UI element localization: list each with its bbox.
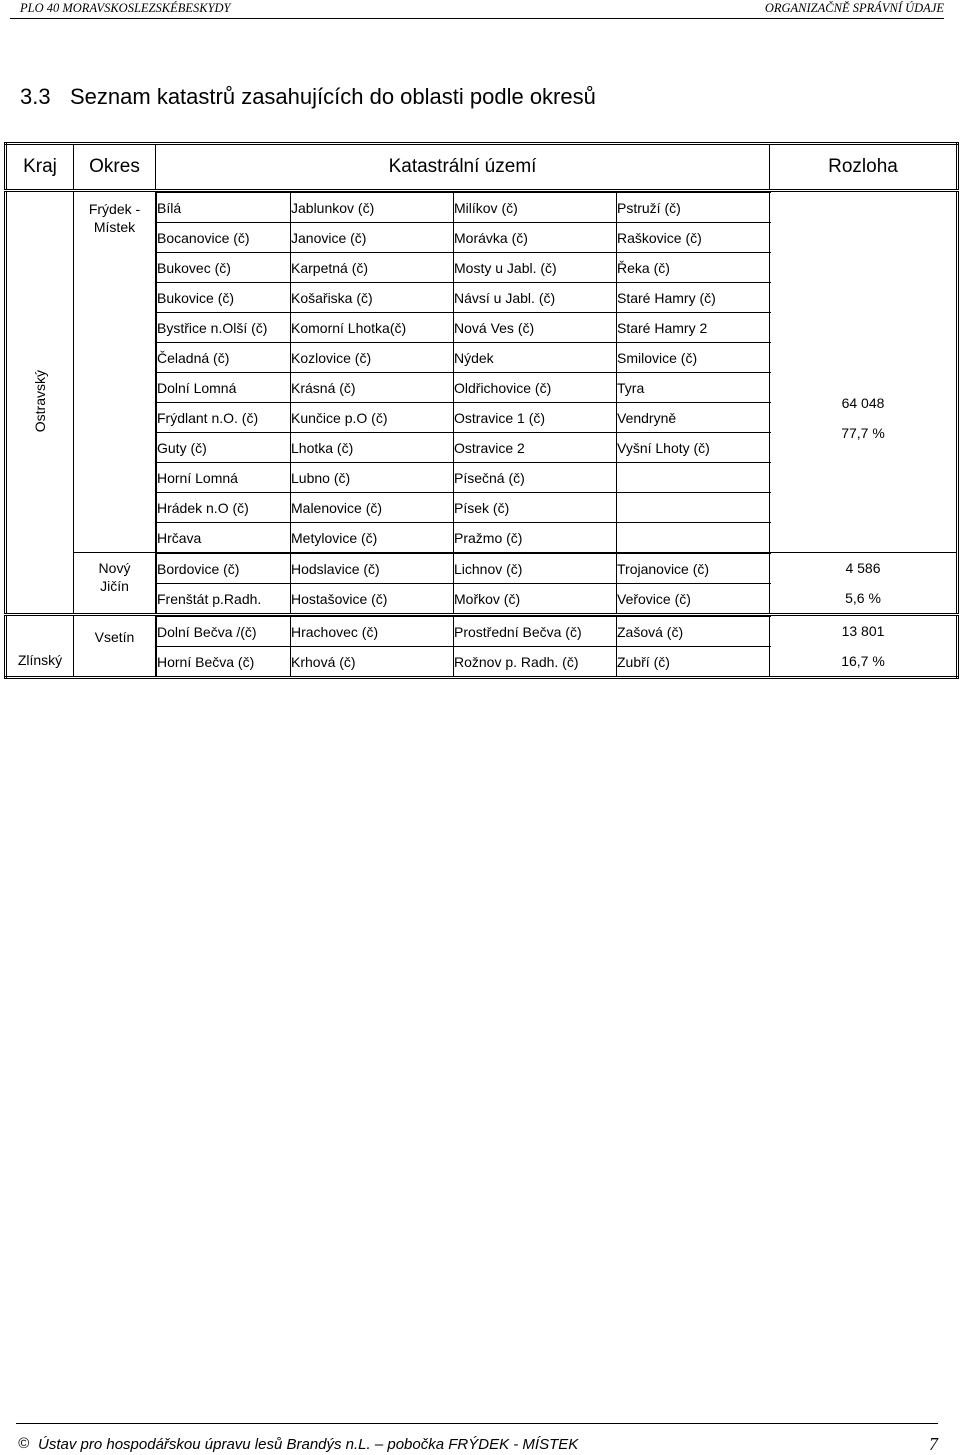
running-header <box>10 0 944 19</box>
table-row <box>157 617 771 647</box>
katastr-cell: Rožnov p. Radh. (č) <box>454 647 617 677</box>
katastr-cell: Písečná (č) <box>454 463 617 493</box>
table-header-row <box>6 144 958 191</box>
district-row-novy-jicin <box>6 553 958 615</box>
okres-cell-novy-jicin <box>74 553 156 615</box>
kraj-cell-zlinsky <box>6 615 74 678</box>
table-row <box>157 343 771 373</box>
area-percent: 16,7 % <box>841 653 885 669</box>
katastr-cell: Mořkov (č) <box>454 584 617 614</box>
katastr-cell: Čeladná (č) <box>157 343 291 373</box>
katastr-cell: Zubří (č) <box>617 647 771 677</box>
katastr-cell: Bystřice n.Olší (č) <box>157 313 291 343</box>
header-katastr: Katastrální území <box>156 144 770 191</box>
katastr-cell: Písek (č) <box>454 493 617 523</box>
rozloha-cell-frydek-mistek <box>770 191 958 553</box>
area-value: 64 048 <box>841 395 885 411</box>
katastr-cell: Košařiska (č) <box>291 283 454 313</box>
section-title-text: Seznam katastrů zasahujících do oblasti podle okresů <box>70 84 596 109</box>
katastr-cell: Morávka (č) <box>454 223 617 253</box>
katastr-cell: Dolní Lomná <box>157 373 291 403</box>
kraj-label: Zlínský <box>17 652 63 668</box>
katastr-cell: Frenštát p.Radh. <box>157 584 291 614</box>
table-row <box>157 433 771 463</box>
katastr-cell: Řeka (č) <box>617 253 771 283</box>
katastr-cell: Hrádek n.O (č) <box>157 493 291 523</box>
katastr-cell: Bordovice (č) <box>157 554 291 584</box>
rozloha-cell-novy-jicin <box>770 553 958 615</box>
katastr-cell <box>617 493 771 523</box>
table-row <box>157 584 771 614</box>
katastr-cell: Janovice (č) <box>291 223 454 253</box>
katastr-cell: Prostřední Bečva (č) <box>454 617 617 647</box>
katastr-cell: Horní Lomná <box>157 463 291 493</box>
header-rozloha: Rozloha <box>770 144 958 191</box>
katastr-cell: Horní Bečva (č) <box>157 647 291 677</box>
table-row <box>157 253 771 283</box>
katastr-grid <box>156 192 771 552</box>
okres-cell-vsetin <box>74 615 156 678</box>
katastr-cell: Vendryně <box>617 403 771 433</box>
footer-text: Ústav pro hospodářskou úpravu lesů Brandýs n.L. – pobočka FRÝDEK - MÍSTEK <box>38 1436 579 1453</box>
katastr-cell: Bocanovice (č) <box>157 223 291 253</box>
kraj-cell-ostravsky <box>6 191 74 615</box>
header-chapter-title: ORGANIZAČNĚ SPRÁVNÍ ÚDAJE <box>764 1 944 15</box>
page-number: 7 <box>929 1434 938 1454</box>
table-row <box>157 373 771 403</box>
katastr-cell: Trojanovice (č) <box>617 554 771 584</box>
katastr-cell: Mosty u Jabl. (č) <box>454 253 617 283</box>
katastr-cell: Lhotka (č) <box>291 433 454 463</box>
okres-label-line1: Frýdek - <box>88 201 141 217</box>
katastr-cell: Komorní Lhotka(č) <box>291 313 454 343</box>
cadastre-table <box>4 142 959 679</box>
section-title <box>20 84 596 110</box>
header-okres: Okres <box>74 144 156 191</box>
katastr-cell: Dolní Bečva /(č) <box>157 617 291 647</box>
area-percent: 77,7 % <box>841 425 885 441</box>
katastr-cell: Oldřichovice (č) <box>454 373 617 403</box>
okres-label-line1: Nový <box>98 560 131 576</box>
katastr-cell <box>617 463 771 493</box>
table-row <box>157 463 771 493</box>
area-percent: 5,6 % <box>845 590 881 606</box>
table-row <box>157 554 771 584</box>
katastr-cell: Hrachovec (č) <box>291 617 454 647</box>
katastr-cell: Bukovice (č) <box>157 283 291 313</box>
katastr-cell: Smilovice (č) <box>617 343 771 373</box>
table-row <box>157 493 771 523</box>
katastr-cell: Bukovec (č) <box>157 253 291 283</box>
table-row <box>157 193 771 223</box>
katastr-list-novy-jicin <box>156 553 770 615</box>
katastr-cell: Lubno (č) <box>291 463 454 493</box>
katastr-cell: Jablunkov (č) <box>291 193 454 223</box>
table-row <box>157 523 771 553</box>
katastr-cell: Krhová (č) <box>291 647 454 677</box>
table-row <box>157 313 771 343</box>
katastr-cell: Nýdek <box>454 343 617 373</box>
katastr-cell: Karpetná (č) <box>291 253 454 283</box>
katastr-cell: Lichnov (č) <box>454 554 617 584</box>
katastr-list-frydek-mistek <box>156 191 770 553</box>
section-number: 3.3 <box>20 84 51 109</box>
katastr-cell: Krásná (č) <box>291 373 454 403</box>
katastr-cell: Staré Hamry 2 <box>617 313 771 343</box>
district-row-frydek-mistek <box>6 191 958 553</box>
katastr-cell: Návsí u Jabl. (č) <box>454 283 617 313</box>
katastr-cell: Tyra <box>617 373 771 403</box>
katastr-cell: Hostašovice (č) <box>291 584 454 614</box>
katastr-cell: Guty (č) <box>157 433 291 463</box>
katastr-cell: Pražmo (č) <box>454 523 617 553</box>
katastr-cell: Ostravice 1 (č) <box>454 403 617 433</box>
katastr-cell: Raškovice (č) <box>617 223 771 253</box>
header-kraj: Kraj <box>6 144 74 191</box>
table-row <box>157 283 771 313</box>
katastr-cell: Staré Hamry (č) <box>617 283 771 313</box>
katastr-grid <box>156 616 771 676</box>
katastr-cell: Frýdlant n.O. (č) <box>157 403 291 433</box>
katastr-cell: Kozlovice (č) <box>291 343 454 373</box>
kraj-label: Ostravský <box>32 369 48 433</box>
katastr-cell: Malenovice (č) <box>291 493 454 523</box>
katastr-list-vsetin <box>156 615 770 678</box>
table-row <box>157 647 771 677</box>
okres-cell-frydek-mistek <box>74 191 156 553</box>
katastr-cell: Vyšní Lhoty (č) <box>617 433 771 463</box>
katastr-grid <box>156 553 771 613</box>
district-row-vsetin <box>6 615 958 678</box>
okres-label-line2: Místek <box>93 219 136 235</box>
katastr-cell <box>617 523 771 553</box>
copyright-icon: © <box>18 1435 30 1452</box>
area-value: 4 586 <box>845 560 881 576</box>
table-row <box>157 223 771 253</box>
katastr-cell: Ostravice 2 <box>454 433 617 463</box>
area-value: 13 801 <box>841 623 885 639</box>
table-row <box>157 403 771 433</box>
katastr-cell: Milíkov (č) <box>454 193 617 223</box>
katastr-cell: Bílá <box>157 193 291 223</box>
katastr-cell: Hrčava <box>157 523 291 553</box>
katastr-cell: Metylovice (č) <box>291 523 454 553</box>
header-document-code: PLO 40 MORAVSKOSLEZSKÉBESKYDY <box>20 1 231 15</box>
katastr-cell: Pstruží (č) <box>617 193 771 223</box>
okres-label-line1: Vsetín <box>94 629 135 645</box>
katastr-cell: Veřovice (č) <box>617 584 771 614</box>
katastr-cell: Kunčice p.O (č) <box>291 403 454 433</box>
page-footer <box>16 1423 938 1454</box>
katastr-cell: Zašová (č) <box>617 617 771 647</box>
katastr-cell: Hodslavice (č) <box>291 554 454 584</box>
katastr-cell: Nová Ves (č) <box>454 313 617 343</box>
rozloha-cell-vsetin <box>770 615 958 678</box>
okres-label-line2: Jičín <box>100 578 129 594</box>
